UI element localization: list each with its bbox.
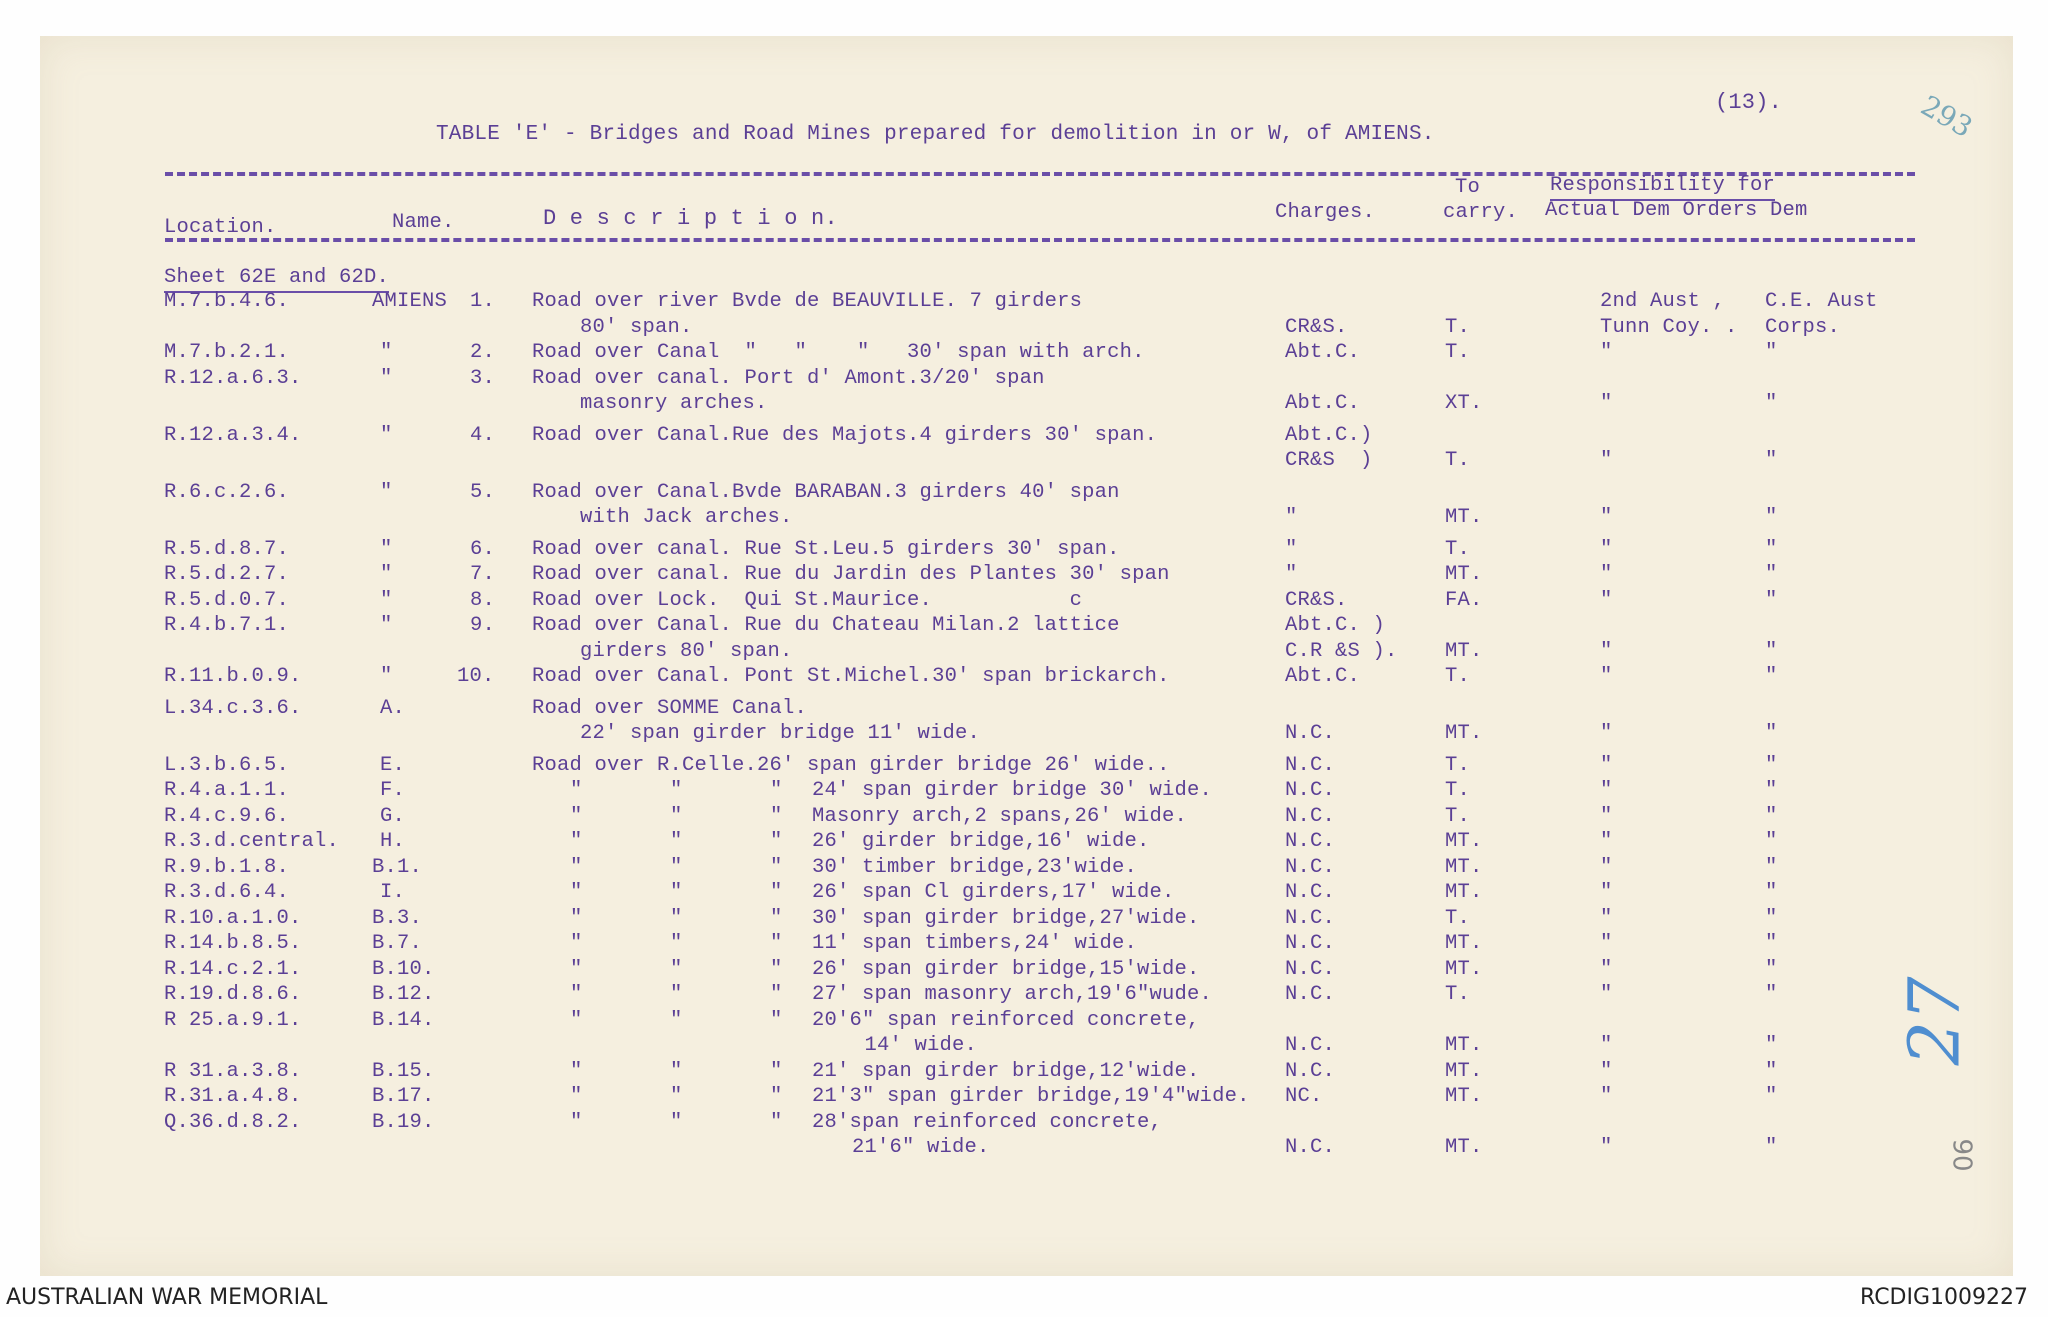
archive-stamp: 293 [1915, 88, 1979, 145]
row-actual-dem: " [1600, 753, 1613, 777]
row-description: Road over R.Celle.26' span girder bridge 26' wide.. [532, 753, 1170, 777]
row-actual-dem: " [1600, 804, 1613, 828]
row-description: Road over Lock. Qui St.Maurice. c [532, 588, 1083, 612]
row-actual-dem: " [1600, 779, 1613, 802]
row-actual-dem: " [1600, 1059, 1613, 1083]
row-number: 9. [470, 614, 496, 637]
row-name: " [380, 480, 393, 504]
row-description: Road over Canal " " " 30' span with arch. [532, 341, 1145, 364]
row-charges-cont: N.C. [1285, 1034, 1336, 1057]
row-actual-dem-cont: " [1600, 449, 1613, 472]
row-number: 4. [470, 423, 496, 447]
row-charges: N.C. [1285, 753, 1336, 777]
row-actual-dem-cont: " [1600, 722, 1613, 745]
row-name: " [380, 614, 393, 637]
row-ditto-marks: " " " [570, 855, 783, 879]
row-description: Road over canal. Rue St.Leu.5 girders 30' span. [532, 537, 1120, 561]
row-orders-dem: " [1765, 983, 1778, 1006]
row-name: " [380, 341, 393, 364]
row-orders-dem-cont: " [1765, 722, 1778, 745]
row-carry: MT. [1445, 830, 1483, 853]
row-location: M.7.b.4.6. [164, 290, 290, 313]
side-number: 90 [1946, 1138, 1977, 1172]
row-location: M.7.b.2.1. [164, 341, 290, 364]
row-location: R.19.d.8.6. [164, 983, 302, 1006]
row-ditto-marks: " " " [570, 1008, 783, 1032]
row-orders-dem: " [1765, 753, 1778, 777]
rule-header [165, 238, 1915, 242]
row-carry: T. [1445, 906, 1471, 930]
row-number: 8. [470, 588, 496, 612]
row-actual-dem: " [1600, 881, 1613, 904]
row-location: R.5.d.0.7. [164, 588, 290, 612]
row-location: R.4.a.1.1. [164, 779, 290, 802]
row-charges: N.C. [1285, 804, 1336, 828]
row-orders-dem: " [1765, 804, 1778, 828]
row-orders-dem: " [1765, 830, 1778, 853]
row-location: Q.36.d.8.2. [164, 1110, 302, 1134]
row-actual-dem: " [1600, 1085, 1613, 1108]
row-carry: T. [1445, 753, 1471, 777]
row-orders-dem: " [1765, 932, 1778, 955]
row-location: R.12.a.6.3. [164, 366, 302, 390]
row-description: 26' girder bridge,16' wide. [812, 830, 1150, 853]
row-ditto-marks: " " " [570, 804, 783, 828]
row-location: R.31.a.4.8. [164, 1085, 302, 1108]
row-name: " [380, 537, 393, 561]
row-location: L.3.b.6.5. [164, 753, 290, 777]
row-actual-dem-cont: " [1600, 1034, 1613, 1057]
row-charges: Abt.C. [1285, 341, 1361, 364]
row-actual-dem-cont: Tunn Coy. . [1600, 315, 1738, 339]
row-actual-dem: " [1600, 563, 1613, 586]
row-description: Road over river Bvde de BEAUVILLE. 7 girders [532, 290, 1083, 313]
row-description: 26' span Cl girders,17' wide. [812, 881, 1175, 904]
row-charges: N.C. [1285, 881, 1336, 904]
row-location: L.34.c.3.6. [164, 696, 302, 720]
row-name: B.17. [372, 1085, 435, 1108]
row-actual-dem: " [1600, 855, 1613, 879]
row-orders-dem: " [1765, 957, 1778, 981]
row-orders-dem-cont: " [1765, 1136, 1778, 1159]
row-ditto-marks: " " " [570, 983, 783, 1006]
row-description: 20'6" span reinforced concrete, [812, 1008, 1200, 1032]
row-orders-dem-cont: " [1765, 392, 1778, 415]
footer-id: RCDIG1009227 [1860, 1285, 2029, 1310]
row-name: A. [380, 696, 406, 720]
row-actual-dem: " [1600, 830, 1613, 853]
row-orders-dem: " [1765, 341, 1778, 364]
row-charges: N.C. [1285, 932, 1336, 955]
row-name: " [380, 665, 393, 688]
row-carry: MT. [1445, 855, 1483, 879]
row-carry: MT. [1445, 563, 1483, 586]
row-carry-cont: XT. [1445, 392, 1483, 415]
row-charges: N.C. [1285, 830, 1336, 853]
row-carry-cont: MT. [1445, 506, 1483, 529]
row-location: R.5.d.8.7. [164, 537, 290, 561]
section-heading: Sheet 62E and 62D. [164, 268, 389, 293]
header-name: Name. [392, 211, 455, 234]
row-location: R.5.d.2.7. [164, 563, 290, 586]
row-description: Masonry arch,2 spans,26' wide. [812, 804, 1188, 828]
row-number: 5. [470, 480, 496, 504]
row-name: " [380, 423, 393, 447]
row-charges-cont: N.C. [1285, 722, 1336, 745]
row-actual-dem: " [1600, 932, 1613, 955]
row-ditto-marks: " " " [570, 957, 783, 981]
row-name: G. [380, 804, 406, 828]
row-carry: T. [1445, 665, 1471, 688]
row-charges: N.C. [1285, 1059, 1336, 1083]
row-actual-dem-cont: " [1600, 392, 1613, 415]
row-description: Road over canal. Rue du Jardin des Plantes 30' span [532, 563, 1170, 586]
row-description: Road over canal. Port d' Amont.3/20' span [532, 366, 1045, 390]
row-carry-cont: MT. [1445, 1034, 1483, 1057]
row-name: B.1. [372, 855, 423, 879]
header-charges: Charges. [1275, 201, 1376, 224]
row-orders-dem: " [1765, 537, 1778, 561]
row-description: Road over Canal. Rue du Chateau Milan.2 lattice [532, 614, 1120, 637]
row-charges-cont: CR&S ) [1285, 449, 1373, 472]
row-location: R.12.a.3.4. [164, 423, 302, 447]
row-orders-dem: " [1765, 665, 1778, 688]
row-description-cont: masonry arches. [580, 392, 768, 415]
row-actual-dem: " [1600, 957, 1613, 981]
row-charges: N.C. [1285, 779, 1336, 802]
row-number: 10. [457, 665, 495, 688]
row-location: R.3.d.6.4. [164, 881, 290, 904]
row-carry: MT. [1445, 932, 1483, 955]
row-name: " [380, 563, 393, 586]
row-carry: MT. [1445, 1085, 1483, 1108]
header-location: Location. [164, 216, 277, 239]
row-orders-dem: " [1765, 1085, 1778, 1108]
row-description: Road over SOMME Canal. [532, 696, 808, 720]
row-charges-cont: CR&S. [1285, 315, 1348, 339]
row-actual-dem: " [1600, 537, 1613, 561]
row-charges-cont: N.C. [1285, 1136, 1336, 1159]
row-carry: MT. [1445, 881, 1483, 904]
row-location: R.9.b.1.8. [164, 855, 290, 879]
row-ditto-marks: " " " [570, 932, 783, 955]
row-description-cont: 14' wide. [852, 1034, 978, 1057]
row-description: Road over Canal. Pont St.Michel.30' span brickarch. [532, 665, 1170, 688]
row-charges: NC. [1285, 1085, 1323, 1108]
row-charges-cont: " [1285, 506, 1298, 529]
row-actual-dem: " [1600, 906, 1613, 930]
row-charges: Abt.C. ) [1285, 614, 1386, 637]
row-name: " [380, 588, 393, 612]
row-carry: MT. [1445, 957, 1483, 981]
row-orders-dem-cont: " [1765, 1034, 1778, 1057]
header-actual-orders: Actual Dem Orders Dem [1545, 199, 1808, 222]
row-description: 21'3" span girder bridge,19'4"wide. [812, 1085, 1250, 1108]
row-location: R.14.b.8.5. [164, 932, 302, 955]
row-charges: N.C. [1285, 855, 1336, 879]
row-name: B.7. [372, 932, 423, 955]
row-description-cont: 22' span girder bridge 11' wide. [580, 722, 981, 745]
row-description-cont: with Jack arches. [580, 506, 793, 529]
row-ditto-marks: " " " [570, 1085, 783, 1108]
header-carry: carry. [1443, 201, 1519, 224]
row-location: R.4.c.9.6. [164, 804, 290, 828]
row-name: AMIENS [372, 290, 448, 313]
row-name: B.15. [372, 1059, 435, 1083]
row-description-cont: 21'6" wide. [852, 1136, 990, 1159]
row-description: 27' span masonry arch,19'6"wude. [812, 983, 1213, 1006]
row-location: R.11.b.0.9. [164, 665, 302, 688]
row-orders-dem-cont: " [1765, 639, 1778, 663]
row-name: " [380, 366, 393, 390]
row-location: R.6.c.2.6. [164, 480, 290, 504]
row-charges: Abt.C.) [1285, 423, 1373, 447]
header-responsibility: Responsibility for [1550, 176, 1775, 201]
row-orders-dem: C.E. Aust [1765, 290, 1878, 313]
footer-credit: AUSTRALIAN WAR MEMORIAL [6, 1285, 328, 1310]
row-name: I. [380, 881, 406, 904]
row-number: 6. [470, 537, 496, 561]
row-carry-cont: MT. [1445, 639, 1483, 663]
row-carry: T. [1445, 537, 1471, 561]
row-name: E. [380, 753, 406, 777]
row-carry: T. [1445, 804, 1471, 828]
row-orders-dem: " [1765, 906, 1778, 930]
row-location: R.3.d.central. [164, 830, 340, 853]
row-description: 30' span girder bridge,27'wide. [812, 906, 1200, 930]
row-orders-dem-cont: " [1765, 506, 1778, 529]
row-name: B.3. [372, 906, 423, 930]
row-charges-cont: Abt.C. [1285, 392, 1361, 415]
header-description: D e s c r i p t i o n. [543, 206, 838, 231]
row-carry: T. [1445, 779, 1471, 802]
row-location: R 31.a.3.8. [164, 1059, 302, 1083]
row-charges: " [1285, 563, 1298, 586]
row-charges: N.C. [1285, 957, 1336, 981]
row-actual-dem: " [1600, 665, 1613, 688]
row-orders-dem: " [1765, 779, 1778, 802]
row-ditto-marks: " " " [570, 1110, 783, 1134]
row-actual-dem: " [1600, 983, 1613, 1006]
row-ditto-marks: " " " [570, 906, 783, 930]
row-carry-cont: T. [1445, 315, 1471, 339]
row-description: 28'span reinforced concrete, [812, 1110, 1163, 1134]
row-location: R.14.c.2.1. [164, 957, 302, 981]
row-description-cont: girders 80' span. [580, 639, 793, 663]
row-carry: FA. [1445, 588, 1483, 612]
row-orders-dem: " [1765, 588, 1778, 612]
row-location: R 25.a.9.1. [164, 1008, 302, 1032]
row-description: Road over Canal.Rue des Majots.4 girders 30' span. [532, 423, 1158, 447]
row-description: Road over Canal.Bvde BARABAN.3 girders 40' span [532, 480, 1120, 504]
row-number: 3. [470, 366, 496, 390]
row-charges: CR&S. [1285, 588, 1348, 612]
row-ditto-marks: " " " [570, 1059, 783, 1083]
row-location: R.4.b.7.1. [164, 614, 290, 637]
row-name: B.12. [372, 983, 435, 1006]
row-orders-dem: " [1765, 563, 1778, 586]
row-description: 24' span girder bridge 30' wide. [812, 779, 1213, 802]
row-orders-dem-cont: Corps. [1765, 315, 1841, 339]
row-charges-cont: C.R &S ). [1285, 639, 1398, 663]
row-name: B.19. [372, 1110, 435, 1134]
row-description: 21' span girder bridge,12'wide. [812, 1059, 1200, 1083]
row-name: F. [380, 779, 406, 802]
row-description: 11' span timbers,24' wide. [812, 932, 1138, 955]
row-actual-dem: 2nd Aust , [1600, 290, 1726, 313]
row-actual-dem: " [1600, 341, 1613, 364]
row-carry: T. [1445, 341, 1471, 364]
row-ditto-marks: " " " [570, 830, 783, 853]
row-actual-dem-cont: " [1600, 639, 1613, 663]
row-description: 30' timber bridge,23'wide. [812, 855, 1138, 879]
pencil-annotation: 27 [1893, 976, 1976, 1066]
row-description: 26' span girder bridge,15'wide. [812, 957, 1200, 981]
row-carry: MT. [1445, 1059, 1483, 1083]
row-location: R.10.a.1.0. [164, 906, 302, 930]
header-to: To [1455, 176, 1481, 199]
row-number: 2. [470, 341, 496, 364]
row-charges: N.C. [1285, 906, 1336, 930]
row-ditto-marks: " " " [570, 881, 783, 904]
row-name: H. [380, 830, 406, 853]
row-number: 7. [470, 563, 496, 586]
document-title: TABLE 'E' - Bridges and Road Mines prepared for demolition in or W, of AMIENS. [436, 123, 1435, 146]
page-number: (13). [1715, 90, 1783, 115]
row-charges: N.C. [1285, 983, 1336, 1006]
row-orders-dem: " [1765, 881, 1778, 904]
row-carry: T. [1445, 983, 1471, 1006]
row-orders-dem: " [1765, 1059, 1778, 1083]
row-charges: Abt.C. [1285, 665, 1361, 688]
row-carry-cont: MT. [1445, 722, 1483, 745]
row-carry-cont: MT. [1445, 1136, 1483, 1159]
row-actual-dem-cont: " [1600, 506, 1613, 529]
row-ditto-marks: " " " [570, 779, 783, 802]
row-charges: " [1285, 537, 1298, 561]
row-number: 1. [470, 290, 496, 313]
row-orders-dem-cont: " [1765, 449, 1778, 472]
row-carry-cont: T. [1445, 449, 1471, 472]
row-name: B.10. [372, 957, 435, 981]
row-name: B.14. [372, 1008, 435, 1032]
row-actual-dem-cont: " [1600, 1136, 1613, 1159]
row-actual-dem: " [1600, 588, 1613, 612]
row-orders-dem: " [1765, 855, 1778, 879]
row-description-cont: 80' span. [580, 315, 693, 339]
